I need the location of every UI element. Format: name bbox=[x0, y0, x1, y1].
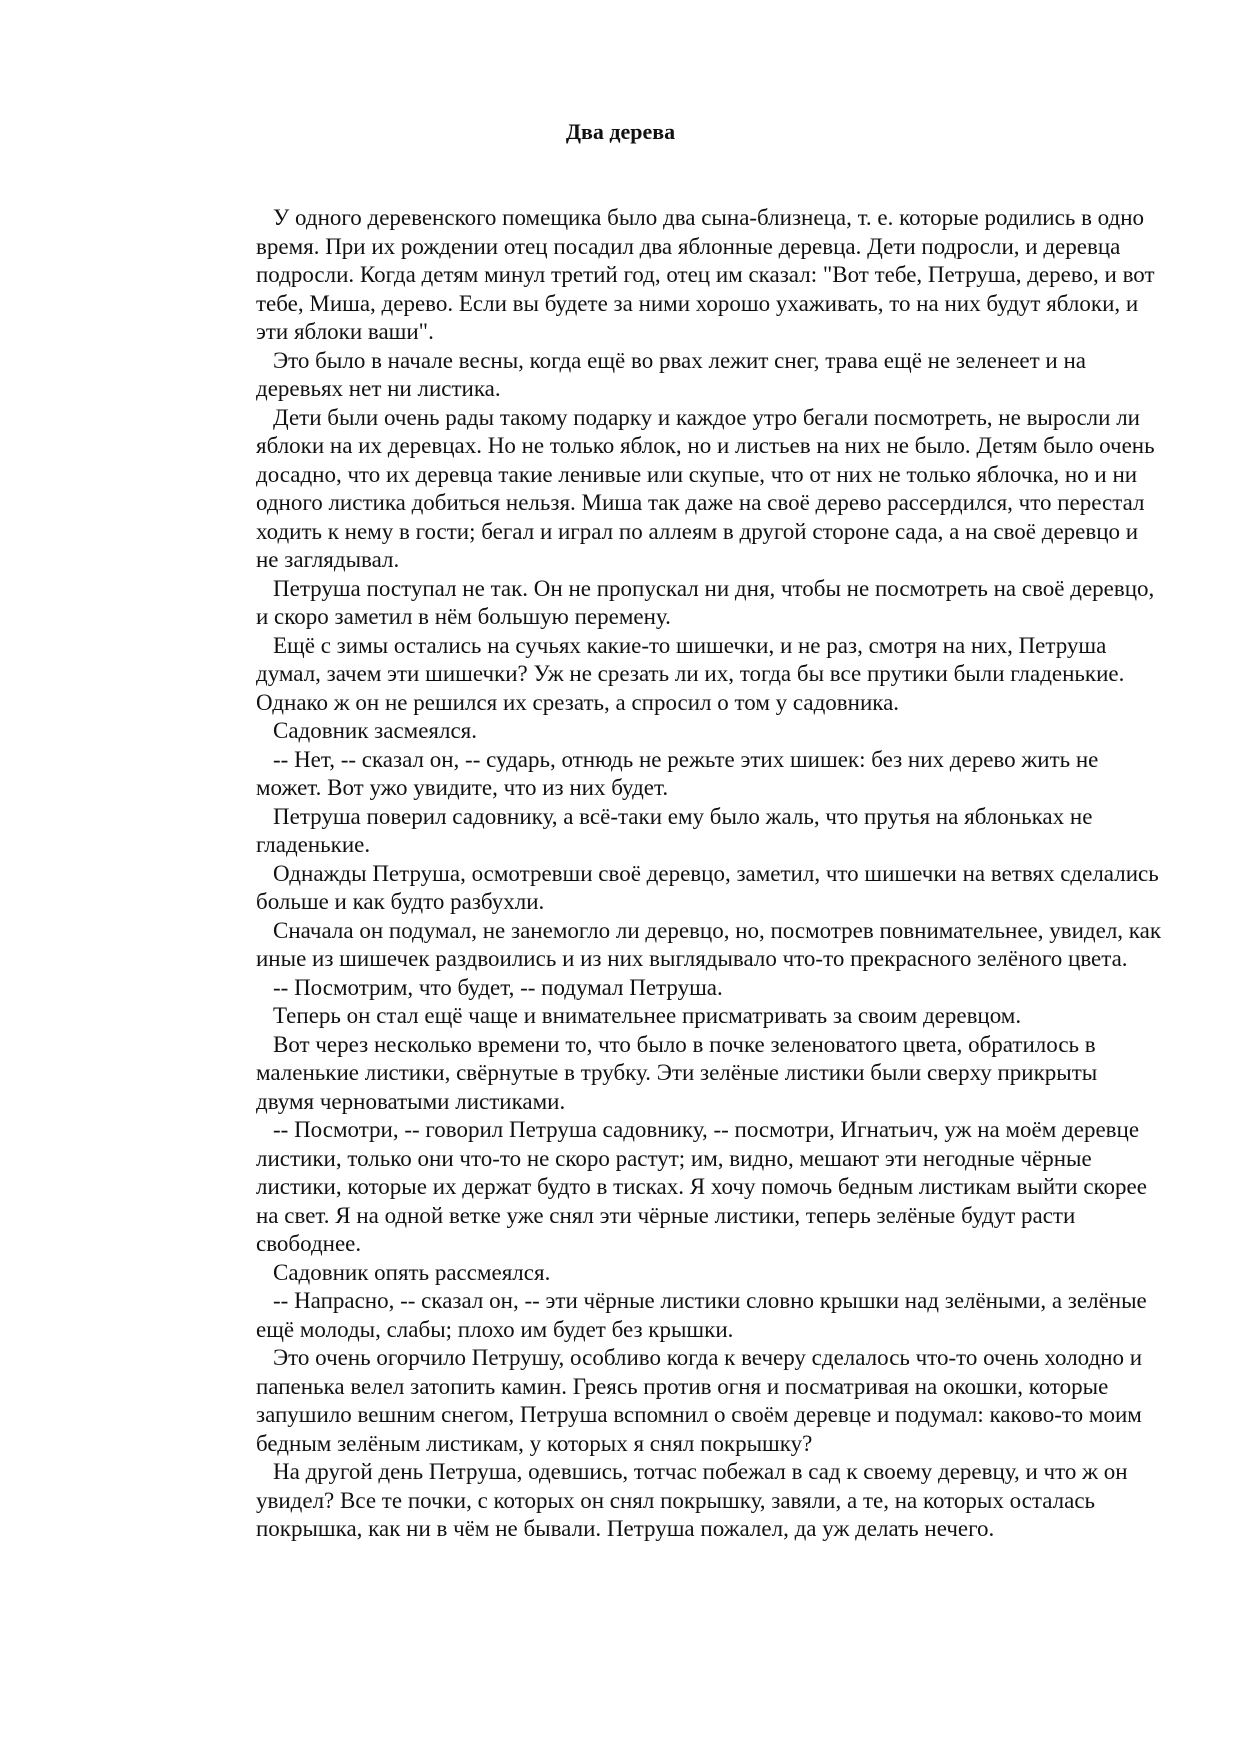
paragraph: Теперь он стал ещё чаще и внимательнее присматривать за своим деревцом. bbox=[273, 1003, 1022, 1028]
document-title: Два дерева bbox=[565, 119, 676, 144]
paragraph: Вот через несколько времени то, что было в почке зеленоватого цвета, обратилось в маленькие листики, свёрнутые в трубку. Эти зелёные листики были сверху прикрыты двумя черноватыми листиками. bbox=[256, 1031, 1098, 1114]
paragraph: Сначала он подумал, не занемогло ли деревцо, но, посмотрев повнимательнее, увидел, как иные из шишечек раздвоились и из них выглядывало что-то прекрасного зелёного цвета. bbox=[256, 917, 1162, 971]
paragraph: У одного деревенского помещика было два сына-близнеца, т. е. которые родились в одно время. При их рождении отец посадил два яблонные деревца. Дети подросли, и деревца подросли. Когда детям минул третий год, отец им сказал: "Вот тебе, Петруша, дерево, и вот тебе, Миша, дерево. Если вы будете за ними хорошо ухаживать, то на них будут яблоки, и эти яблоки ваши". bbox=[256, 205, 1155, 344]
paragraph: Это очень огорчило Петрушу, особливо когда к вечеру сделалось что-то очень холодно и папенька велел затопить камин. Греясь против огня и посматривая на окошки, которые запушило вешним снегом, Петруша вспомнил о своём деревце и подумал: каково-то моим бедным зелёным листикам, у которых я снял покрышку? bbox=[256, 1345, 1143, 1456]
paragraph: -- Нет, -- сказал он, -- сударь, отнюдь не режьте этих шишек: без них дерево жить не может. Вот ужо увидите, что из них будет. bbox=[256, 746, 1099, 800]
paragraph: -- Напрасно, -- сказал он, -- эти чёрные листики словно крышки над зелёными, а зелёные ещё молоды, слабы; плохо им будет без крышки. bbox=[256, 1288, 1147, 1342]
paragraph: На другой день Петруша, одевшись, тотчас побежал в сад к своему деревцу, и что ж он увидел? Все те почки, с которых он снял покрышку, завяли, а те, на которых осталась покрышка, как ни в чём не бывали. Петруша пожалел, да уж делать нечего. bbox=[256, 1459, 1128, 1541]
paragraph: Дети были очень рады такому подарку и каждое утро бегали посмотреть, не выросли ли яблоки на их деревцах. Но не только яблок, но и листьев на них не было. Детям было очень досадно, что их деревца такие ленивые или скупые, что от них не только яблочка, но и ни одного листика добиться нельзя. Миша так даже на своё дерево рассердился, что перестал ходить к нему в гости; бегал и играл по аллеям в другой стороне сада, а на своё деревцо и не заглядывал. bbox=[256, 404, 1155, 572]
paragraph: Ещё с зимы остались на сучьях какие-то шишечки, и не раз, смотря на них, Петруша думал, зачем эти шишечки? Уж не срезать ли их, тогда бы все прутики были гладенькие. Однако ж он не решился их срезать, а спросил о том у садовника. bbox=[256, 632, 1125, 715]
paragraph: -- Посмотрим, что будет, -- подумал Петруша. bbox=[273, 974, 723, 1000]
paragraph: Однажды Петруша, осмотревши своё деревцо, заметил, что шишечки на ветвях сделались больше и как будто разбухли. bbox=[256, 860, 1159, 914]
paragraph: -- Посмотри, -- говорил Петруша садовнику, -- посмотри, Игнатьич, уж на моём деревце листики, только они что-то не скоро растут; им, видно, мешают эти негодные чёрные листики, которые их держат будто в тисках. Я хочу помочь бедным листикам выйти скорее на свет. Я на одной ветке уже снял эти чёрные листики, теперь зелёные будут расти свободнее. bbox=[256, 1117, 1147, 1256]
paragraph: Это было в начале весны, когда ещё во рвах лежит снег, трава ещё не зеленеет и на деревьях нет ни листика. bbox=[256, 347, 1086, 401]
paragraph: Петруша поступал не так. Он не пропускал ни дня, чтобы не посмотреть на своё деревцо, и скоро заметил в нём большую перемену. bbox=[256, 575, 1155, 629]
paragraph: Садовник опять рассмеялся. bbox=[273, 1259, 551, 1285]
paragraph: Петруша поверил садовнику, а всё-таки ему было жаль, что прутья на яблоньках не гладенькие. bbox=[256, 803, 1093, 857]
paragraph: Садовник засмеялся. bbox=[273, 718, 478, 743]
document-body bbox=[256, 204, 1161, 1544]
